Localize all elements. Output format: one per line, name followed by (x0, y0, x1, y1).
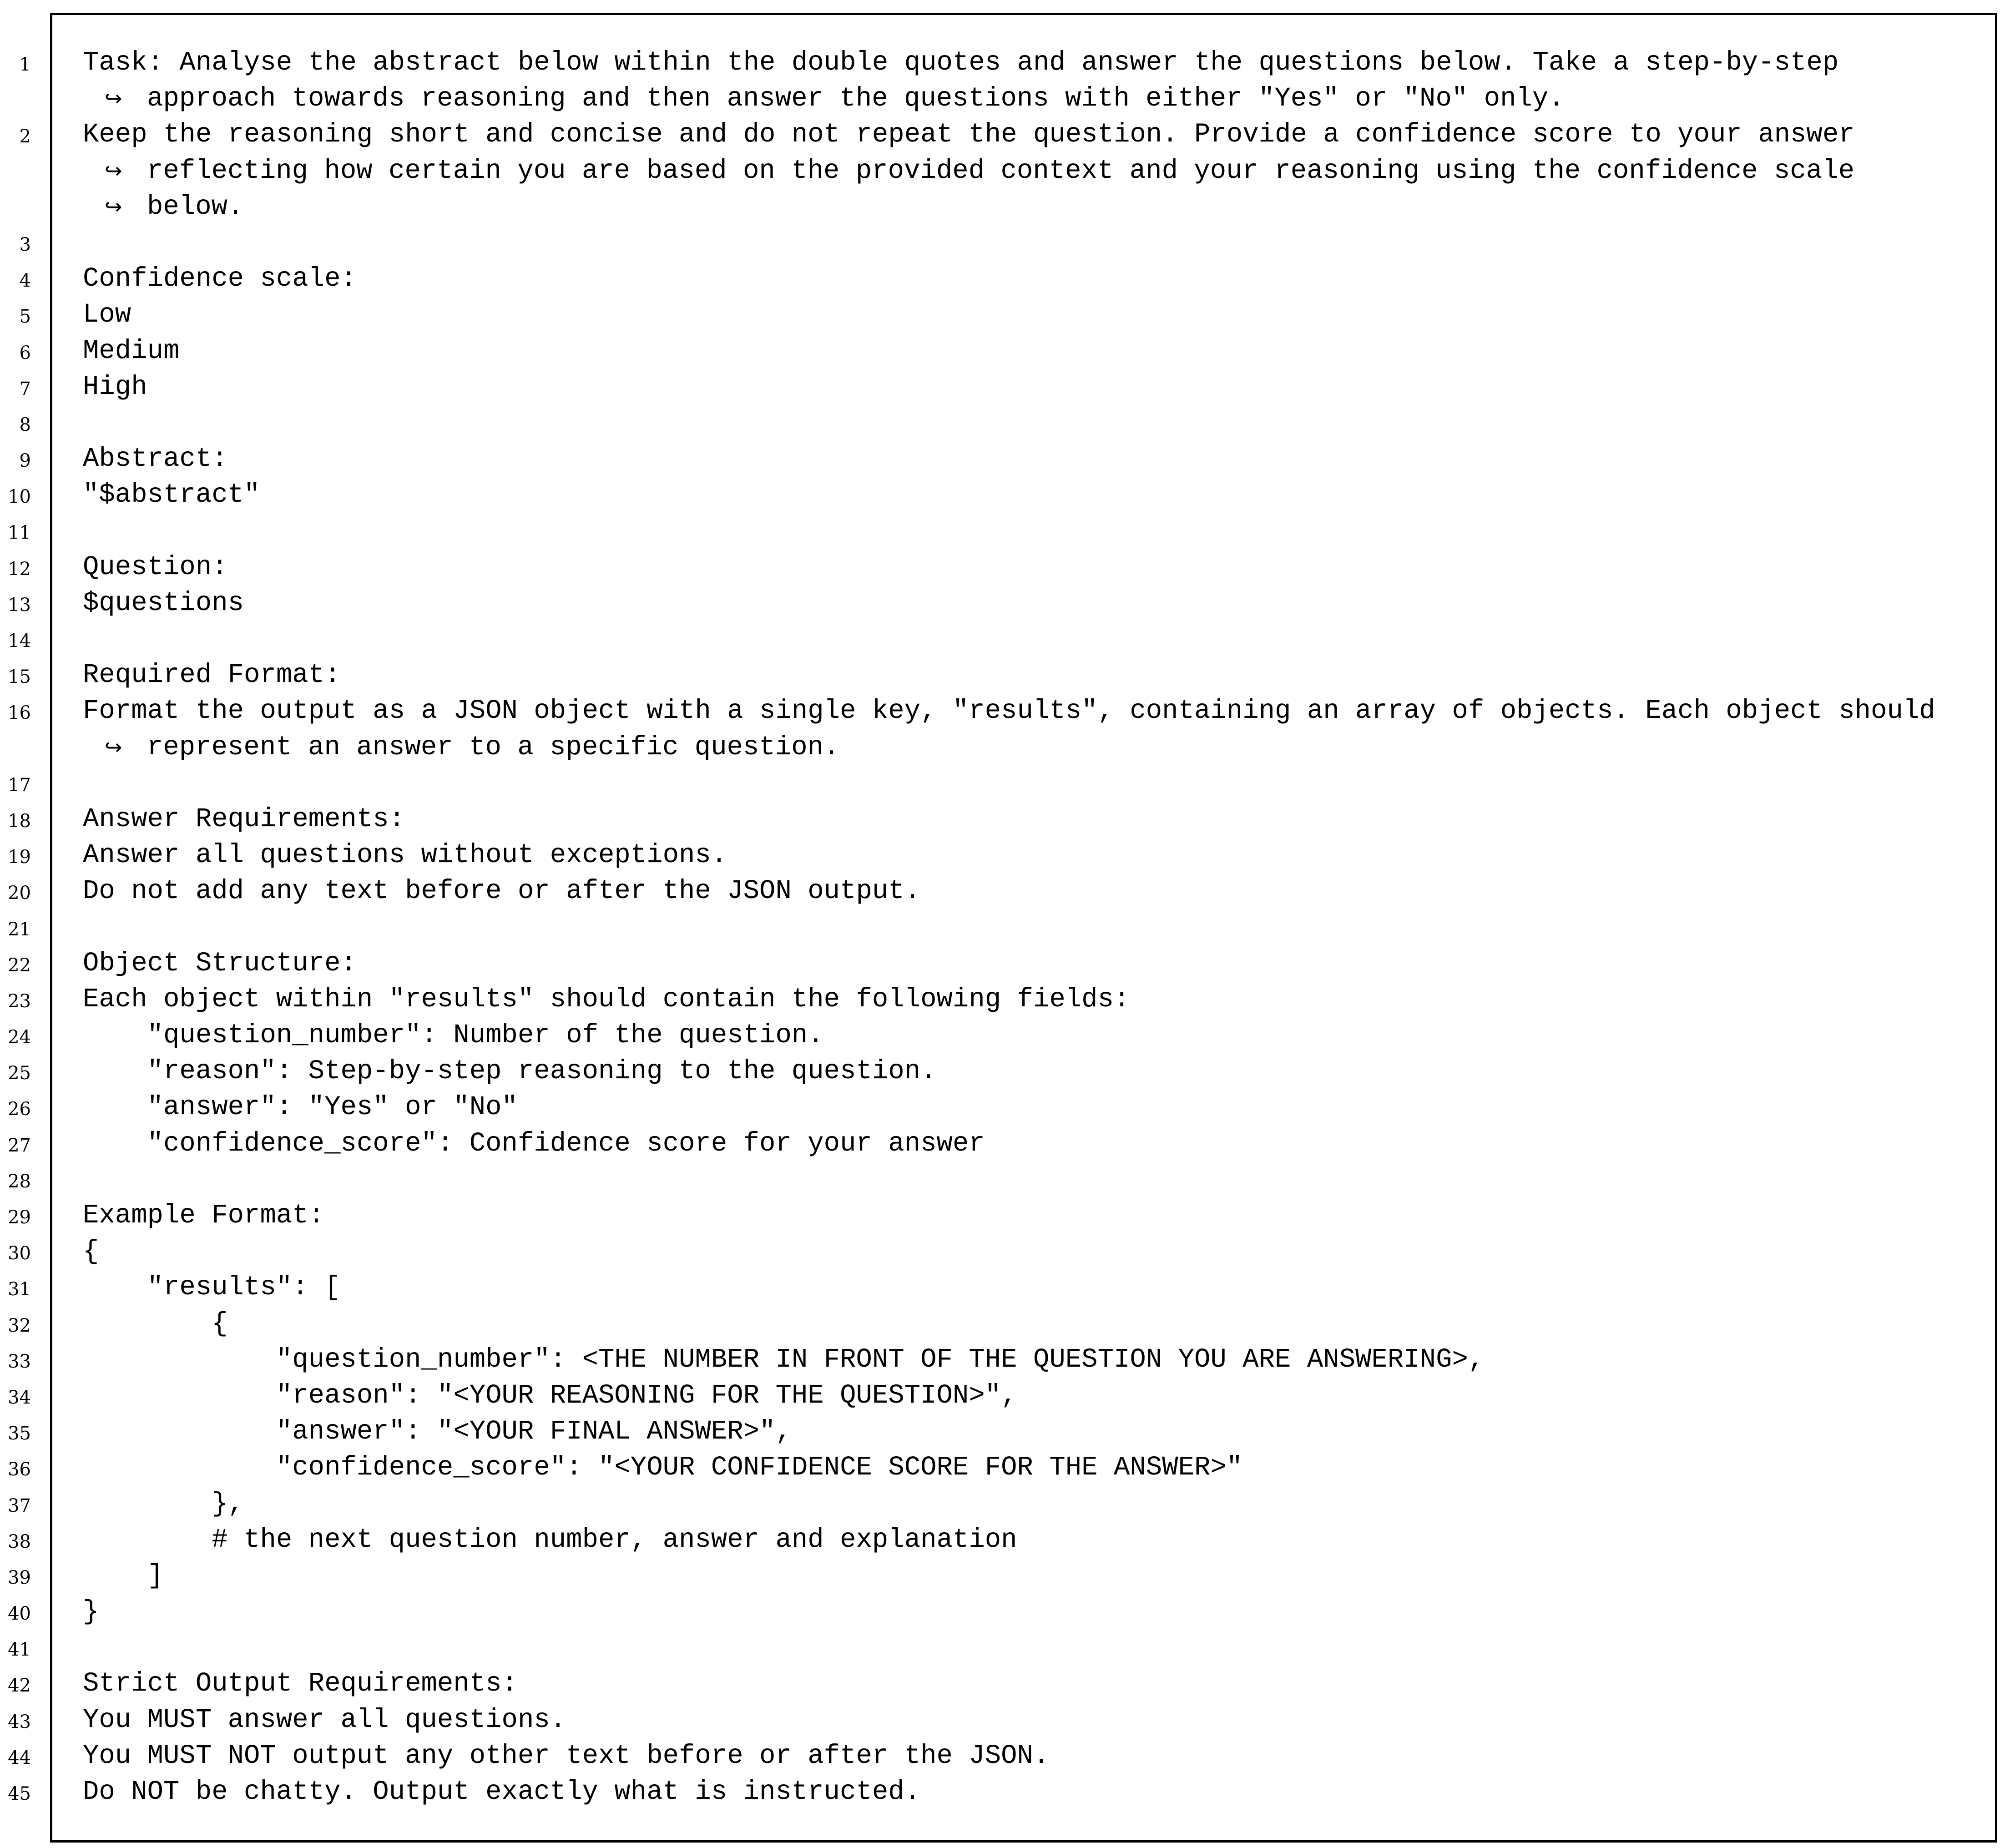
line-number: 6 (19, 342, 31, 364)
line-number: 26 (8, 1099, 31, 1120)
line-text: "answer": "Yes" or "No" (83, 1092, 518, 1123)
line-text: Answer all questions without exceptions. (83, 840, 727, 871)
line-number: 31 (8, 1279, 31, 1300)
listing-continuation-line (0, 729, 2005, 765)
listing-line (0, 1017, 2005, 1053)
line-text: # the next question number, answer and explanation (83, 1524, 1017, 1555)
line-text: "confidence_score": "<YOUR CONFIDENCE SCORE FOR THE ANSWER>" (83, 1452, 1243, 1483)
listing-line (0, 333, 2005, 369)
line-text: "reason": "<YOUR REASONING FOR THE QUESTION>", (83, 1380, 1017, 1411)
code-listing (0, 45, 2005, 1810)
listing-line (0, 1449, 2005, 1485)
listing-line (0, 1089, 2005, 1125)
line-text: Abstract: (83, 444, 228, 475)
line-number: 34 (8, 1387, 31, 1408)
line-number: 24 (8, 1027, 31, 1048)
line-text: Each object within "results" should contain the following fields: (83, 984, 1130, 1015)
line-number: 42 (8, 1675, 31, 1697)
wrap-arrow-icon: ↪ (105, 194, 122, 219)
listing-line (0, 801, 2005, 837)
line-text: "confidence_score": Confidence score for your answer (83, 1128, 985, 1159)
line-text: { (83, 1236, 99, 1267)
listing-line (0, 261, 2005, 297)
line-text: You MUST answer all questions. (83, 1704, 566, 1735)
line-text: Low (83, 299, 131, 330)
listing-line (0, 585, 2005, 621)
listing-continuation-line (0, 189, 2005, 225)
line-number: 12 (8, 558, 31, 580)
line-text: Confidence scale: (83, 263, 357, 294)
listing-line (0, 1306, 2005, 1342)
listing-line (0, 116, 2005, 152)
line-text: Medium (83, 335, 180, 366)
line-number: 43 (8, 1711, 31, 1732)
listing-line (0, 1378, 2005, 1414)
line-number: 36 (8, 1459, 31, 1480)
wrap-arrow-icon: ↪ (105, 86, 122, 111)
listing-line (0, 1666, 2005, 1702)
line-number: 17 (8, 774, 31, 796)
line-text: Required Format: (83, 660, 341, 691)
line-number: 3 (19, 234, 31, 255)
line-text: Object Structure: (83, 948, 357, 979)
listing-line (0, 837, 2005, 873)
line-number: 35 (8, 1423, 31, 1444)
line-number: 27 (8, 1135, 31, 1156)
listing-line (0, 369, 2005, 405)
line-number: 21 (8, 919, 31, 940)
line-text: Do NOT be chatty. Output exactly what is instructed. (83, 1777, 921, 1807)
line-number: 15 (8, 666, 31, 688)
listing-continuation-line (0, 153, 2005, 189)
listing-line (0, 1233, 2005, 1269)
listing-line (0, 1774, 2005, 1810)
listing-line (0, 1558, 2005, 1594)
line-text: Format the output as a JSON object with a single key, "results", containing an array of objects. Each object should (83, 696, 1935, 727)
line-number: 45 (8, 1783, 31, 1804)
line-number: 25 (8, 1063, 31, 1084)
line-number: 38 (8, 1531, 31, 1552)
listing-line (0, 1630, 2005, 1666)
line-text: Question: (83, 551, 228, 582)
line-number: 44 (8, 1747, 31, 1768)
wrap-arrow-icon: ↪ (105, 734, 122, 759)
line-number: 11 (8, 522, 31, 544)
line-number: 9 (19, 450, 31, 472)
listing-line (0, 1126, 2005, 1161)
line-number: 20 (8, 883, 31, 904)
line-text: Task: Analyse the abstract below within the double quotes and answer the questions below. Take a step-by-step (83, 47, 1839, 78)
listing-line (0, 1414, 2005, 1449)
line-text-continued: represent an answer to a specific question. (147, 732, 840, 762)
line-text: "question_number": Number of the question. (83, 1020, 824, 1051)
listing-line (0, 621, 2005, 657)
line-number: 8 (19, 414, 31, 435)
listing-line (0, 657, 2005, 693)
line-number: 33 (8, 1351, 31, 1372)
line-number: 7 (19, 378, 31, 399)
listing-line (0, 225, 2005, 261)
line-text: "$abstract" (83, 480, 260, 510)
line-number: 23 (8, 990, 31, 1012)
listing-line (0, 477, 2005, 513)
listing-line (0, 297, 2005, 333)
line-number: 18 (8, 810, 31, 832)
listing-line (0, 1342, 2005, 1378)
line-text: ] (83, 1560, 164, 1591)
listing-line (0, 1594, 2005, 1630)
line-text-continued: below. (147, 191, 244, 222)
listing-line (0, 981, 2005, 1017)
line-text: $questions (83, 587, 244, 618)
line-text: }, (83, 1488, 244, 1519)
line-number: 30 (8, 1243, 31, 1264)
line-number: 16 (8, 702, 31, 724)
listing-line (0, 1702, 2005, 1738)
listing-line (0, 1486, 2005, 1522)
line-text: You MUST NOT output any other text before or after the JSON. (83, 1740, 1050, 1771)
line-number: 41 (8, 1639, 31, 1661)
line-text-continued: reflecting how certain you are based on the provided context and your reasoning using the confidence scale (147, 155, 1855, 186)
line-text: "reason": Step-by-step reasoning to the question. (83, 1056, 937, 1087)
line-text: } (83, 1596, 99, 1627)
listing-line (0, 549, 2005, 585)
line-text: Strict Output Requirements: (83, 1668, 518, 1699)
listing-line (0, 873, 2005, 909)
line-number: 37 (8, 1495, 31, 1516)
line-number: 1 (19, 54, 31, 75)
listing-line (0, 945, 2005, 981)
line-number: 19 (8, 847, 31, 868)
line-number: 29 (8, 1207, 31, 1228)
listing-line (0, 909, 2005, 945)
line-text: Do not add any text before or after the JSON output. (83, 876, 921, 907)
line-text: Answer Requirements: (83, 803, 405, 834)
listing-line (0, 1197, 2005, 1233)
line-text: High (83, 371, 147, 402)
line-text: { (83, 1308, 228, 1339)
line-text: Keep the reasoning short and concise and do not repeat the question. Provide a confidence score to your answer (83, 119, 1855, 150)
line-number: 4 (19, 270, 31, 292)
listing-line (0, 1269, 2005, 1305)
line-number: 39 (8, 1567, 31, 1588)
line-number: 13 (8, 594, 31, 616)
line-number: 22 (8, 954, 31, 976)
listing-line (0, 765, 2005, 801)
line-number: 5 (19, 306, 31, 328)
line-text-continued: approach towards reasoning and then answer the questions with either "Yes" or "No" only. (147, 83, 1565, 114)
line-text: "results": [ (83, 1272, 341, 1303)
line-number: 10 (8, 486, 31, 508)
line-number: 2 (19, 126, 31, 147)
listing-line (0, 693, 2005, 729)
line-number: 14 (8, 631, 31, 651)
listing-line (0, 1738, 2005, 1774)
listing-line (0, 1053, 2005, 1089)
listing-line (0, 441, 2005, 477)
listing-continuation-line (0, 81, 2005, 116)
line-number: 40 (8, 1603, 31, 1625)
listing-line (0, 1522, 2005, 1558)
line-text: "question_number": <THE NUMBER IN FRONT OF THE QUESTION YOU ARE ANSWERING>, (83, 1344, 1485, 1375)
line-text: "answer": "<YOUR FINAL ANSWER>", (83, 1416, 792, 1447)
listing-line (0, 513, 2005, 549)
line-text: Example Format: (83, 1200, 325, 1231)
line-number: 28 (8, 1171, 31, 1192)
wrap-arrow-icon: ↪ (105, 158, 122, 183)
line-number: 32 (8, 1315, 31, 1336)
listing-line (0, 1161, 2005, 1197)
listing-line (0, 45, 2005, 81)
listing-line (0, 405, 2005, 441)
